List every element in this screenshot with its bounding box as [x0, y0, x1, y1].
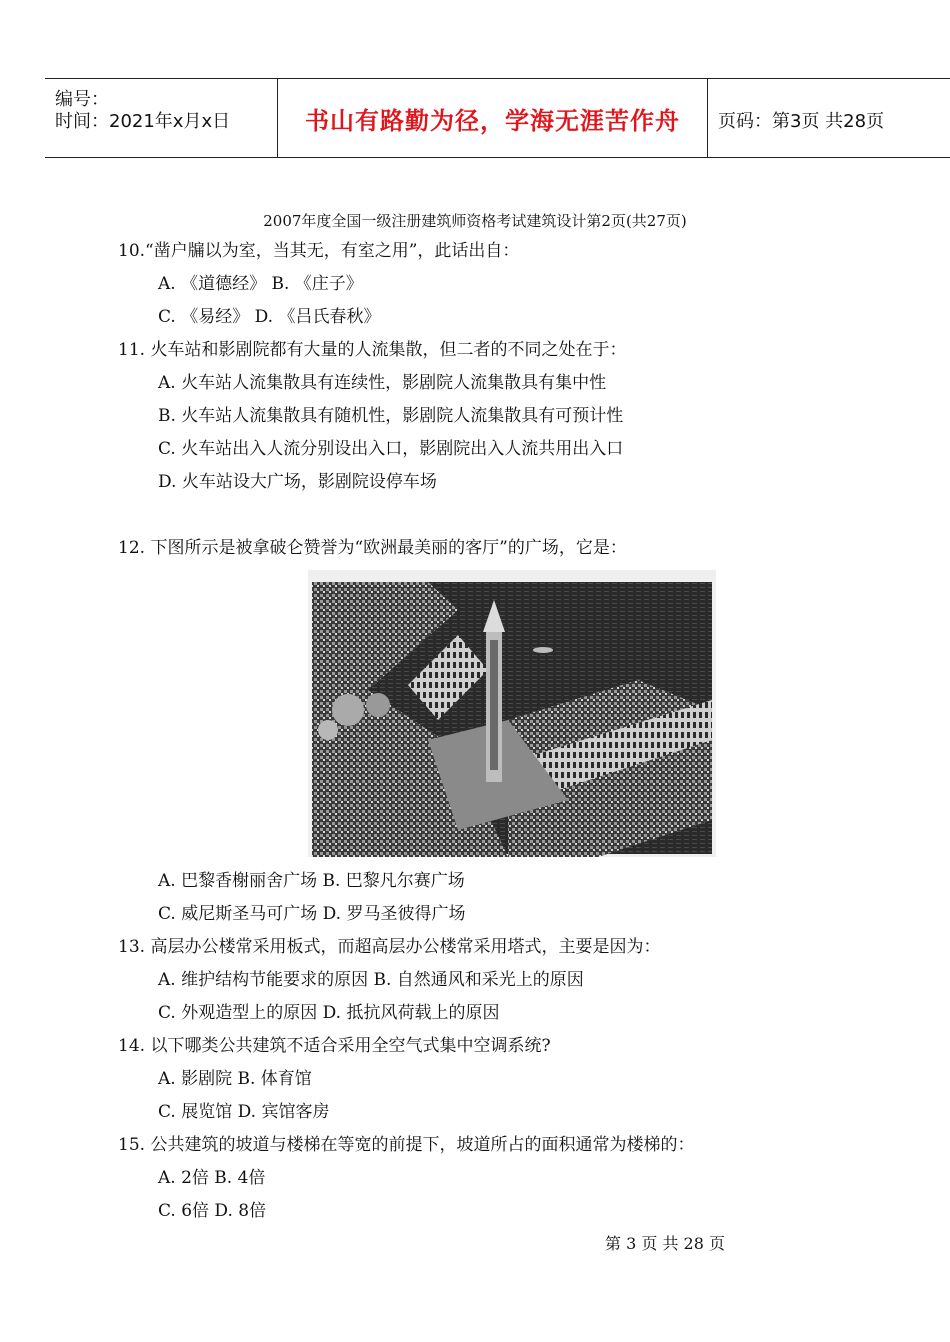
question-option: A. 《道德经》 B. 《庄子》: [158, 274, 363, 294]
question-stem: 14. 以下哪类公共建筑不适合采用全空气式集中空调系统?: [118, 1036, 551, 1056]
time-label: 时间：2021年x月x日: [55, 111, 231, 132]
question-stem: 10.“凿户牖以为室，当其无，有室之用”，此话出自：: [118, 241, 520, 261]
question-option: A. 巴黎香榭丽舍广场 B. 巴黎凡尔赛广场: [158, 871, 465, 891]
question-option: C. 《易经》 D. 《吕氏春秋》: [158, 307, 381, 327]
header-table: [45, 78, 950, 158]
question-option: A. 火车站人流集散具有连续性，影剧院人流集散具有集中性: [158, 373, 607, 393]
question-option: A. 影剧院 B. 体育馆: [158, 1069, 312, 1089]
aerial-photo-illustration: [308, 570, 716, 857]
piazza-san-marco-photo: [308, 570, 716, 857]
document-title: 2007年度全国一级注册建筑师资格考试建筑设计第2页(共27页): [263, 212, 687, 230]
question-option: A. 维护结构节能要求的原因 B. 自然通风和采光上的原因: [158, 970, 584, 990]
question-option: B. 火车站人流集散具有随机性，影剧院人流集散具有可预计性: [158, 406, 624, 426]
header-motto-cell: [278, 79, 708, 157]
question-option: C. 6倍 D. 8倍: [158, 1201, 267, 1221]
question-option: D. 火车站设大广场，影剧院设停车场: [158, 472, 437, 492]
question-option: C. 威尼斯圣马可广场 D. 罗马圣彼得广场: [158, 904, 466, 924]
header-meta-cell: [45, 79, 278, 157]
question-stem: 13. 高层办公楼常采用板式，而超高层办公楼常采用塔式，主要是因为：: [118, 937, 661, 957]
page-footer: 第 3 页 共 28 页: [605, 1234, 725, 1253]
question-option: C. 火车站出入人流分别设出入口，影剧院出入人流共用出入口: [158, 439, 624, 459]
question-stem: 15. 公共建筑的坡道与楼梯在等宽的前提下，坡道所占的面积通常为楼梯的：: [118, 1135, 695, 1155]
serial-label: 编号：: [55, 89, 109, 110]
question-option: C. 外观造型上的原因 D. 抵抗风荷载上的原因: [158, 1003, 500, 1023]
question-stem: 11. 火车站和影剧院都有大量的人流集散，但二者的不同之处在于：: [118, 340, 627, 360]
page-info: 页码：第3页 共28页: [718, 111, 885, 132]
motto: 书山有路勤为径，学海无涯苦作舟: [305, 107, 680, 135]
question-stem: 12. 下图所示是被拿破仑赞誉为“欧洲最美丽的客厅”的广场，它是：: [118, 538, 627, 558]
header-page-cell: [708, 79, 950, 157]
question-option: C. 展览馆 D. 宾馆客房: [158, 1102, 330, 1122]
question-option: A. 2倍 B. 4倍: [158, 1168, 266, 1188]
